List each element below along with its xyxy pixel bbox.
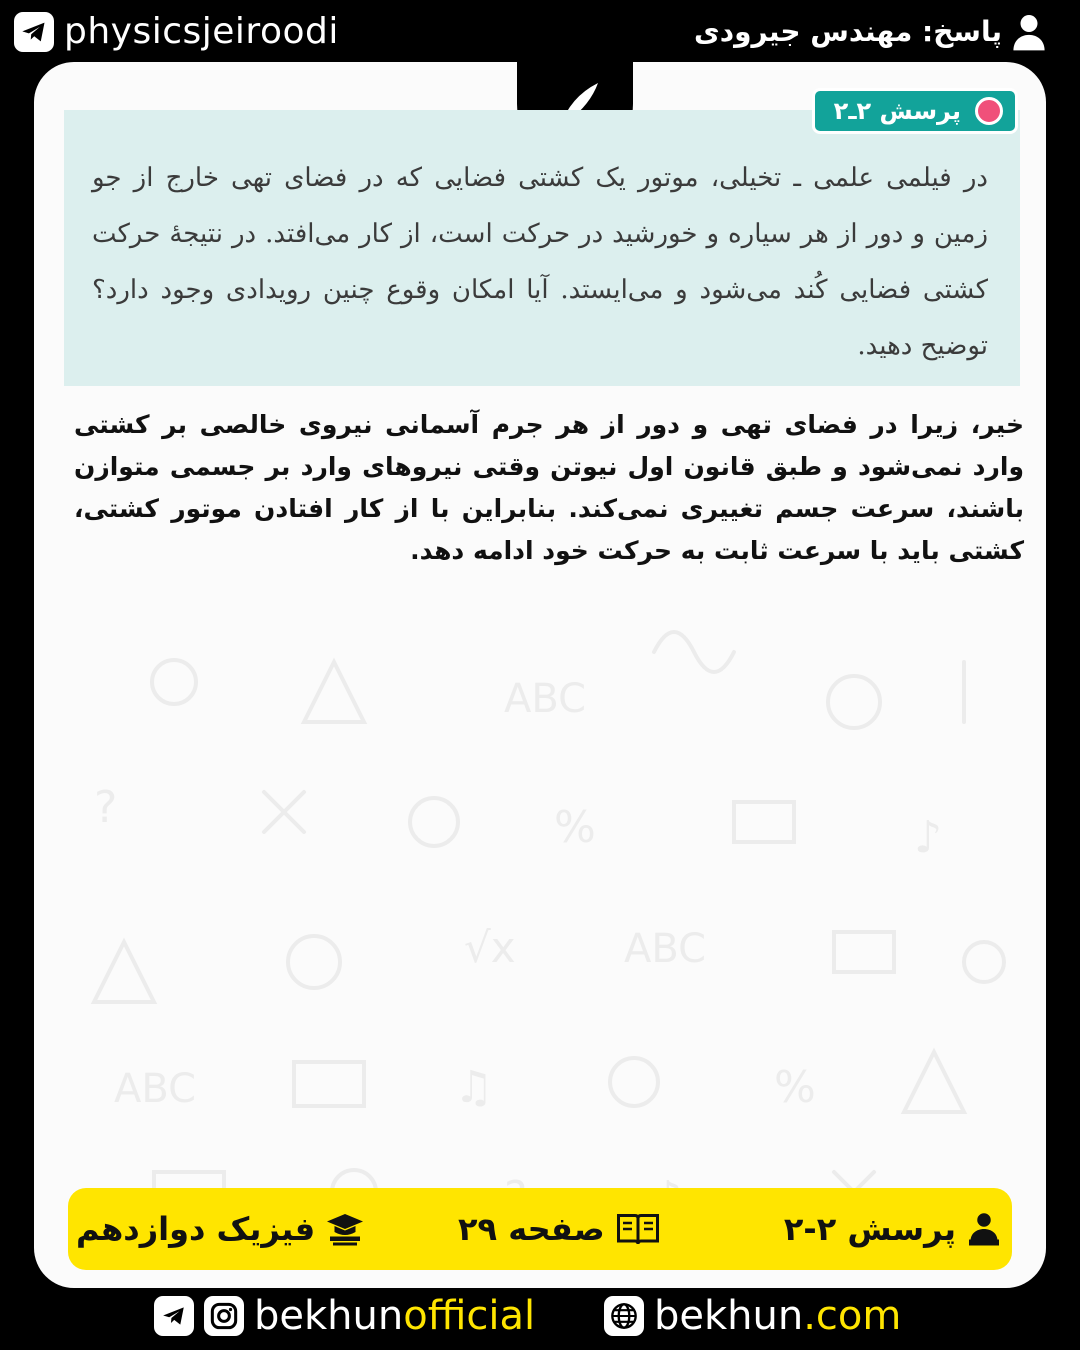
- book-icon: [615, 1211, 661, 1247]
- telegram-icon: [14, 12, 54, 52]
- social-handle-prefix: bekhun: [254, 1293, 404, 1339]
- answer-credit: [694, 12, 1046, 52]
- globe-icon[interactable]: [604, 1296, 644, 1336]
- social-handle-suffix: official: [403, 1293, 536, 1339]
- social-handle[interactable]: [254, 1291, 535, 1341]
- svg-text:♫: ♫: [454, 1062, 494, 1113]
- question-text: در فیلمی علمی ـ تخیلی، موتور یک کشتی فضایی که در فضای تهی خارج از جو زمین و دور از هر سیاره و خورشید در حرکت است، از کار می‌افتد. در نتیجهٔ حرکت کشتی فضایی کُند می‌شود و می‌ایستد. آیا امکان وقوع چنین رویدادی وجود دارد؟ توضیح دهید.: [92, 163, 988, 361]
- question-tab: [812, 88, 1018, 134]
- handle-text: physicsjeiroodi: [64, 11, 339, 52]
- svg-text:√x: √x: [464, 923, 516, 972]
- svg-text:ABC: ABC: [624, 926, 707, 972]
- bullet-dot-icon: [975, 97, 1003, 125]
- website-suffix: .com: [803, 1293, 902, 1339]
- teacher-icon: [966, 1211, 1002, 1247]
- top-bar: [0, 0, 1080, 70]
- telegram-handle[interactable]: [14, 12, 339, 52]
- svg-text:ABC: ABC: [504, 676, 587, 722]
- telegram-icon[interactable]: [154, 1296, 194, 1336]
- svg-text:?: ?: [94, 782, 118, 833]
- info-page: [458, 1188, 661, 1270]
- info-subject: [76, 1188, 365, 1270]
- svg-text:♪: ♪: [914, 812, 943, 863]
- svg-text:ABC: ABC: [114, 1066, 197, 1112]
- svg-text:%: %: [774, 1062, 816, 1113]
- info-bar: [68, 1188, 1012, 1270]
- instagram-icon[interactable]: [204, 1296, 244, 1336]
- info-question-label: پرسش ۲-۲: [783, 1210, 956, 1248]
- svg-text:%: %: [554, 802, 596, 853]
- question-tab-title: پرسش ۲ـ۲: [833, 97, 961, 125]
- website-link[interactable]: [654, 1291, 901, 1341]
- website-prefix: bekhun: [654, 1293, 804, 1339]
- info-page-label: صفحه ۲۹: [458, 1210, 605, 1248]
- answer-credit-text: پاسخ: مهندس جیرودی: [694, 15, 1002, 48]
- info-subject-label: فیزیک دوازدهم: [76, 1210, 316, 1248]
- graduation-cap-icon: [325, 1211, 365, 1247]
- info-question: [784, 1188, 1002, 1270]
- user-icon: [1012, 12, 1046, 52]
- answer-text: خیر، زیرا در فضای تهی و دور از هر جرم آسمانی نیروی خالصی بر کشتی وارد نمی‌شود و طبق قانون اول نیوتن وقتی نیروهای وارد بر جسمی متوازن باشند، سرعت جسم تغییری نمی‌کند. بنابراین با از کار افتادن موتور کشتی، کشتی باید با سرعت ثابت به حرکت خود ادامه دهد.: [74, 410, 1024, 565]
